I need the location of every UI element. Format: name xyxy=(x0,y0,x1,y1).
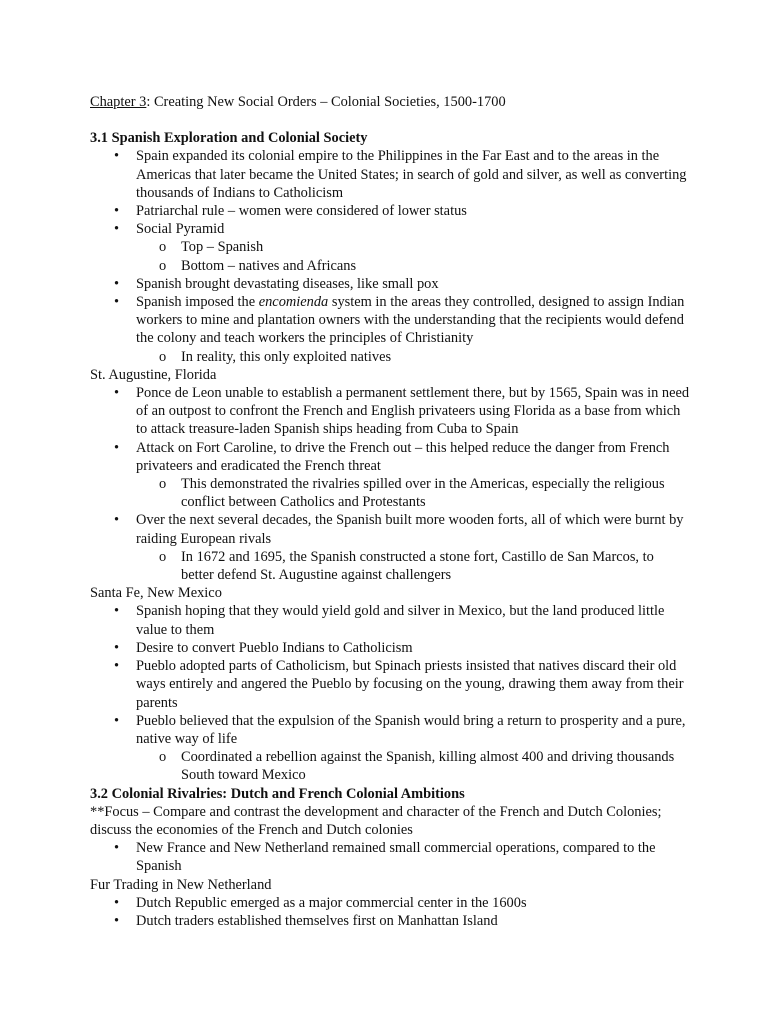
sub-list-item-text: In 1672 and 1695, the Spanish constructed a stone fort, Castillo de San Marcos, to better defend St. Augustine against challengers xyxy=(181,548,654,584)
bullet-marker: • xyxy=(114,439,120,456)
list-item xyxy=(90,220,690,238)
bullet-marker: • xyxy=(114,639,120,656)
subsection-heading-santa-fe: Santa Fe, New Mexico xyxy=(90,585,222,602)
bullet-list xyxy=(90,894,690,930)
bullet-marker: • xyxy=(114,512,120,529)
chapter-title: : Creating New Social Orders – Colonial Societies, 1500-1700 xyxy=(146,94,506,110)
focus-note: **Focus – Compare and contrast the development and character of the French and Dutch Colonies; discuss the economies of the French and Dutch colonies xyxy=(90,803,662,838)
list-item xyxy=(90,839,690,875)
list-item-text: Dutch traders established themselves first on Manhattan Island xyxy=(136,912,498,929)
bullet-list xyxy=(90,147,690,365)
list-item xyxy=(90,384,690,439)
list-item xyxy=(90,657,690,712)
list-item-text: Dutch Republic emerged as a major commercial center in the 1600s xyxy=(136,894,527,911)
sub-list-item xyxy=(90,348,690,366)
bullet-list xyxy=(90,602,690,784)
sub-bullet-marker: o xyxy=(159,749,167,766)
chapter-label: Chapter 3 xyxy=(90,94,147,110)
section-heading-3-1: 3.1 Spanish Exploration and Colonial Society xyxy=(90,130,368,147)
page-title xyxy=(90,93,690,111)
sub-bullet-marker: o xyxy=(159,476,167,493)
bullet-marker: • xyxy=(114,221,120,238)
list-item xyxy=(90,202,690,220)
bullet-marker: • xyxy=(114,294,120,311)
sub-list-item xyxy=(90,257,690,275)
list-item xyxy=(90,293,690,348)
bullet-marker: • xyxy=(114,840,120,857)
emphasis-term: encomienda xyxy=(258,294,329,311)
subsection-heading-st-augustine: St. Augustine, Florida xyxy=(90,366,217,383)
bullet-marker: • xyxy=(114,712,120,729)
sub-list-item xyxy=(90,548,690,584)
list-item xyxy=(90,639,690,657)
sub-list-item xyxy=(90,475,690,511)
list-item-text: Pueblo believed that the expulsion of the Spanish would bring a return to prosperity and a pure, native way of life xyxy=(136,712,686,747)
bullet-marker: • xyxy=(114,275,120,292)
sub-list-item xyxy=(90,748,690,784)
bullet-marker: • xyxy=(114,658,120,675)
list-item-text: Spain expanded its colonial empire to the Philippines in the Far East and to the areas in the Americas that later became the United States; in search of gold and silver, as well as converting thousands of Indians to Catholicism xyxy=(136,148,687,201)
sub-bullet-marker: o xyxy=(159,348,167,365)
subsection-heading-fur-trading: Fur Trading in New Netherland xyxy=(90,876,272,893)
bullet-list xyxy=(90,839,690,875)
document-content xyxy=(90,93,690,930)
list-item xyxy=(90,602,690,638)
list-item-text: system in the areas they controlled, designed to assign Indian workers to mine and plantation owners with the understanding that the recipients would defend the colony and teach workers the principles of Christianity xyxy=(136,294,685,347)
sub-bullet-marker: o xyxy=(159,548,167,565)
list-item xyxy=(90,912,690,930)
list-item-text: Desire to convert Pueblo Indians to Catholicism xyxy=(136,639,413,656)
sub-list-item-text: Coordinated a rebellion against the Spanish, killing almost 400 and driving thousands South toward Mexico xyxy=(181,749,675,784)
list-item-text: Attack on Fort Caroline, to drive the French out – this helped reduce the danger from French privateers and eradicated the French threat xyxy=(136,439,670,474)
list-item xyxy=(90,275,690,293)
bullet-marker: • xyxy=(114,894,120,911)
list-item-text: Spanish hoping that they would yield gold and silver in Mexico, but the land produced little value to them xyxy=(136,603,665,638)
list-item xyxy=(90,712,690,748)
list-item xyxy=(90,511,690,547)
bullet-marker: • xyxy=(114,203,120,220)
bullet-marker: • xyxy=(114,603,120,620)
sub-list-item-text: Top – Spanish xyxy=(181,239,264,256)
list-item-text: Spanish imposed the xyxy=(136,294,259,311)
list-item-text: New France and New Netherland remained small commercial operations, compared to the Spanish xyxy=(136,840,656,875)
list-item-text: Spanish brought devastating diseases, like small pox xyxy=(136,275,439,292)
bullet-marker: • xyxy=(114,385,120,402)
list-item-text: Social Pyramid xyxy=(136,221,225,238)
bullet-marker: • xyxy=(114,912,120,929)
bullet-marker: • xyxy=(114,148,120,165)
sub-list-item-text: In reality, this only exploited natives xyxy=(181,348,392,365)
sub-bullet-marker: o xyxy=(159,239,167,256)
list-item-text: Patriarchal rule – women were considered of lower status xyxy=(136,203,467,220)
bullet-list xyxy=(90,384,690,584)
list-item xyxy=(90,439,690,475)
section-heading-3-2: 3.2 Colonial Rivalries: Dutch and French Colonial Ambitions xyxy=(90,785,465,802)
sub-bullet-marker: o xyxy=(159,257,167,274)
sub-list-item-text: This demonstrated the rivalries spilled over in the Americas, especially the religious conflict between Catholics and Protestants xyxy=(181,476,665,511)
list-item xyxy=(90,894,690,912)
list-item-text: Over the next several decades, the Spanish built more wooden forts, all of which were burnt by raiding European rivals xyxy=(136,512,684,547)
sub-list-item xyxy=(90,238,690,256)
list-item xyxy=(90,147,690,202)
sub-list-item-text: Bottom – natives and Africans xyxy=(181,257,357,274)
list-item-text: Pueblo adopted parts of Catholicism, but Spinach priests insisted that natives discard their old ways entirely and angered the Pueblo by focusing on the young, drawing them away from their parents xyxy=(136,658,684,711)
list-item-text: Ponce de Leon unable to establish a permanent settlement there, but by 1565, Spain was in need of an outpost to confront the French and English privateers using Florida as a base from which to attack treasure-laden Spanish ships heading from Cuba to Spain xyxy=(136,385,690,438)
